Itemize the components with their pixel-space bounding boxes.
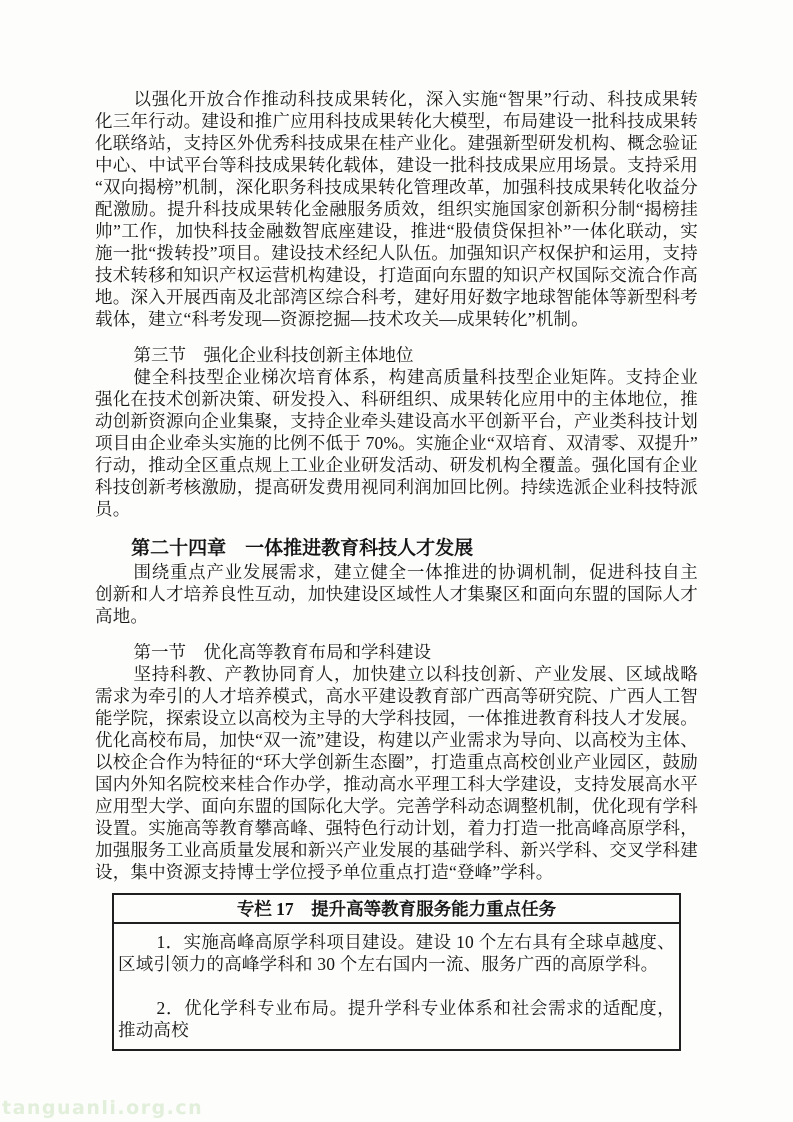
box-item-1: 1．实施高峰高原学科项目建设。建设 10 个左右具有全球卓越度、区域引领力的高峰学科和 30 个左右国内一流、服务广西的高原学科。 [118,932,675,974]
column-box-title: 专栏 17 提升高等教育服务能力重点任务 [114,895,679,924]
chapter-heading-24: 第二十四章 一体推进教育科技人才发展 [131,538,474,559]
column-box-body [114,924,679,1049]
watermark-text: tanguanli.org.cn [2,1097,204,1119]
paragraph-higher-education: 坚持科教、产教协同育人，加快建立以科技创新、产业发展、区域战略需求为牵引的人才培养模式，高水平建设教育部广西高等研究院、广西人工智能学院，探索设立以高校为主导的大学科技园，一体推进教育科技人才发展。优化高校布局，加快“双一流”建设，构建以产业需求为导向、以高校为主体、以校企合作为特征的“环大学创新生态圈”，打造重点高校创业产业园区，鼓励国内外知名院校来桂合作办学，推动高水平理工科大学建设，支持发展高水平应用型大学、面向东盟的国际化大学。完善学科动态调整机制，优化现有学科设置。实施高等教育攀高峰、强特色行动计划，着力打造一批高峰高原学科，加强服务工业高质量发展和新兴产业发展的基础学科、新兴学科、交叉学科建设，集中资源支持博士学位授予单位重点打造“登峰”学科。 [95,664,698,882]
box-item-2: 2．优化学科专业布局。提升学科专业体系和社会需求的适配度，推动高校 [118,998,675,1040]
column-box-17 [112,893,681,1051]
paragraph-coordination-mechanism: 围绕重点产业发展需求，建立健全一体推进的协调机制，促进科技自主创新和人才培养良性互动，加快建设区域性人才集聚区和面向东盟的国际人才高地。 [95,562,698,626]
paragraph-tech-transfer: 以强化开放合作推动科技成果转化，深入实施“智果”行动、科技成果转化三年行动。建设和推广应用科技成果转化大模型，布局建设一批科技成果转化联络站，支持区外优秀科技成果在桂产业化。建强新型研发机构、概念验证中心、中试平台等科技成果转化载体，建设一批科技成果应用场景。支持采用“双向揭榜”机制，深化职务科技成果转化管理改革，加强科技成果转化收益分配激励。提升科技成果转化金融服务质效，组织实施国家创新积分制“揭榜挂帅”工作，加快科技金融数智底座建设，推进“股债贷保担补”一体化联动，实施一批“拨转投”项目。建设技术经纪人队伍。加强知识产权保护和运用，支持技术转移和知识产权运营机构建设，打造面向东盟的知识产权国际交流合作高地。深入开展西南及北部湾区综合科考，建好用好数字地球智能体等新型科考载体，建立“科考发现—资源挖掘—技术攻关—成果转化”机制。 [95,89,698,329]
section-heading-1: 第一节 优化高等教育布局和学科建设 [133,642,431,662]
paragraph-enterprise-innovation: 健全科技型企业梯次培育体系，构建高质量科技型企业矩阵。支持企业强化在技术创新决策、研发投入、科研组织、成果转化应用中的主体地位，推动创新资源向企业集聚，支持企业牵头建设高水平创新平台，产业类科技计划项目由企业牵头实施的比例不低于 70%。实施企业“双培育、双清零、双提升”行动，推动全区重点规上工业企业研发活动、研发机构全覆盖。强化国有企业科技创新考核激励，提高研发费用视同利润加回比例。持续选派企业科技特派员。 [95,367,698,519]
section-heading-3: 第三节 强化企业科技创新主体地位 [133,345,414,365]
